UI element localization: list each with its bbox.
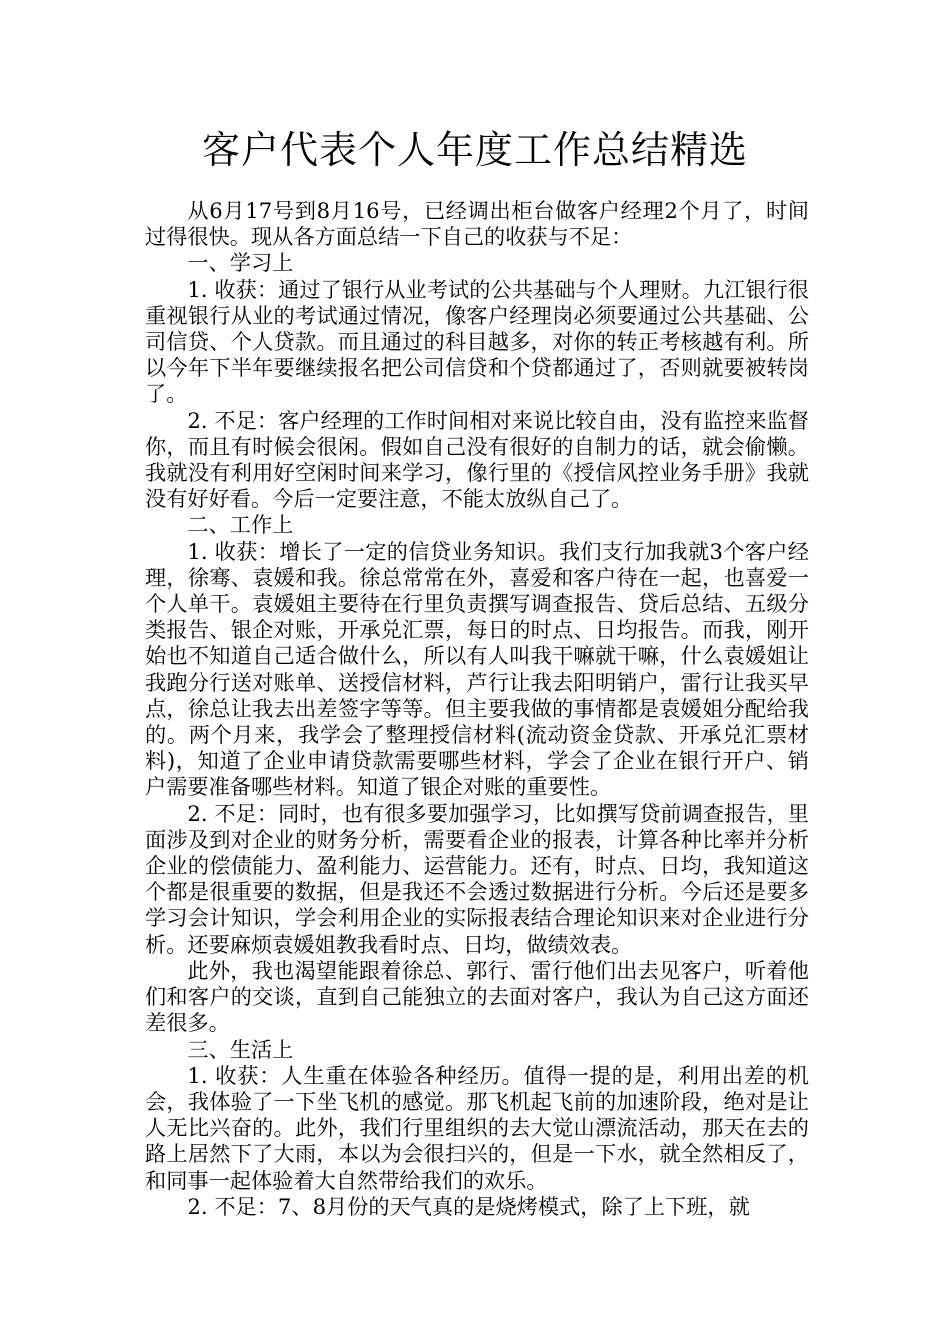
- section-heading-life: 三、生活上: [187, 1036, 294, 1062]
- section-heading-work: 二、工作上: [187, 512, 294, 538]
- life-shortfall-paragraph: 2. 不足：7、8月份的天气真的是烧烤模式，除了上下班，就: [187, 1193, 750, 1219]
- section-heading-study: 一、学习上: [187, 250, 294, 276]
- study-shortfall-paragraph: 2. 不足：客户经理的工作时间相对来说比较自由，没有监控来监督你，而且有时候会很闲。假如自己没有很好的自制力的话，就会偷懒。我就没有利用好空闲时间来学习，像行里的《授信风控业务手册》我就没有好好看。今后一定要注意，不能太放纵自己了。: [145, 407, 809, 512]
- intro-paragraph: 从6月17号到8月16号，已经调出柜台做客户经理2个月了，时间过得很快。现从各方面总结一下自己的收获与不足：: [145, 198, 809, 250]
- document-body: [145, 198, 809, 1220]
- work-shortfall-paragraph: 2. 不足：同时，也有很多要加强学习，比如撰写贷前调查报告，里面涉及到对企业的财务分析，需要看企业的报表，计算各种比率并分析企业的偿债能力、盈利能力、运营能力。还有，时点、日均，我知道这个都是很重要的数据，但是我还不会透过数据进行分析。今后还是要多学习会计知识，学会利用企业的实际报表结合理论知识来对企业进行分析。还要麻烦袁媛姐教我看时点、日均，做绩效表。: [145, 800, 809, 957]
- work-additional-paragraph: 此外，我也渴望能跟着徐总、郭行、雷行他们出去见客户，听着他们和客户的交谈，直到自己能独立的去面对客户，我认为自己这方面还差很多。: [145, 957, 809, 1036]
- study-gain-paragraph: 1. 收获：通过了银行从业考试的公共基础与个人理财。九江银行很重视银行从业的考试通过情况，像客户经理岗必须要通过公共基础、公司信贷、个人贷款。而且通过的科目越多，对你的转正考核越有利。所以今年下半年要继续报名把公司信贷和个贷都通过了，否则就要被转岗了。: [145, 276, 809, 407]
- document-title: 客户代表个人年度工作总结精选: [201, 128, 748, 172]
- life-gain-paragraph: 1. 收获：人生重在体验各种经历。值得一提的是，利用出差的机会，我体验了一下坐飞机的感觉。那飞机起飞前的加速阶段，绝对是让人无比兴奋的。此外，我们行里组织的去大觉山漂流活动，那天在去的路上居然下了大雨，本以为会很扫兴的，但是一下水，就全然相反了，和同事一起体验着大自然带给我们的欢乐。: [145, 1062, 809, 1193]
- work-gain-paragraph: 1. 收获：增长了一定的信贷业务知识。我们支行加我就3个客户经理，徐骞、袁媛和我。徐总常常在外，喜爱和客户待在一起，也喜爱一个人单干。袁媛姐主要待在行里负责撰写调查报告、贷后总结、五级分类报告、银企对账，开承兑汇票，每日的时点、日均报告。而我，刚开始也不知道自己适合做什么，所以有人叫我干嘛就干嘛，什么袁媛姐让我跑分行送对账单、送授信材料，芦行让我去阳明销户，雷行让我买早点，徐总让我去出差签字等等。但主要我做的事情都是袁媛姐分配给我的。两个月来，我学会了整理授信材料(流动资金贷款、开承兑汇票材料)，知道了企业申请贷款需要哪些材料，学会了企业在银行开户、销户需要准备哪些材料。知道了银企对账的重要性。: [145, 538, 809, 800]
